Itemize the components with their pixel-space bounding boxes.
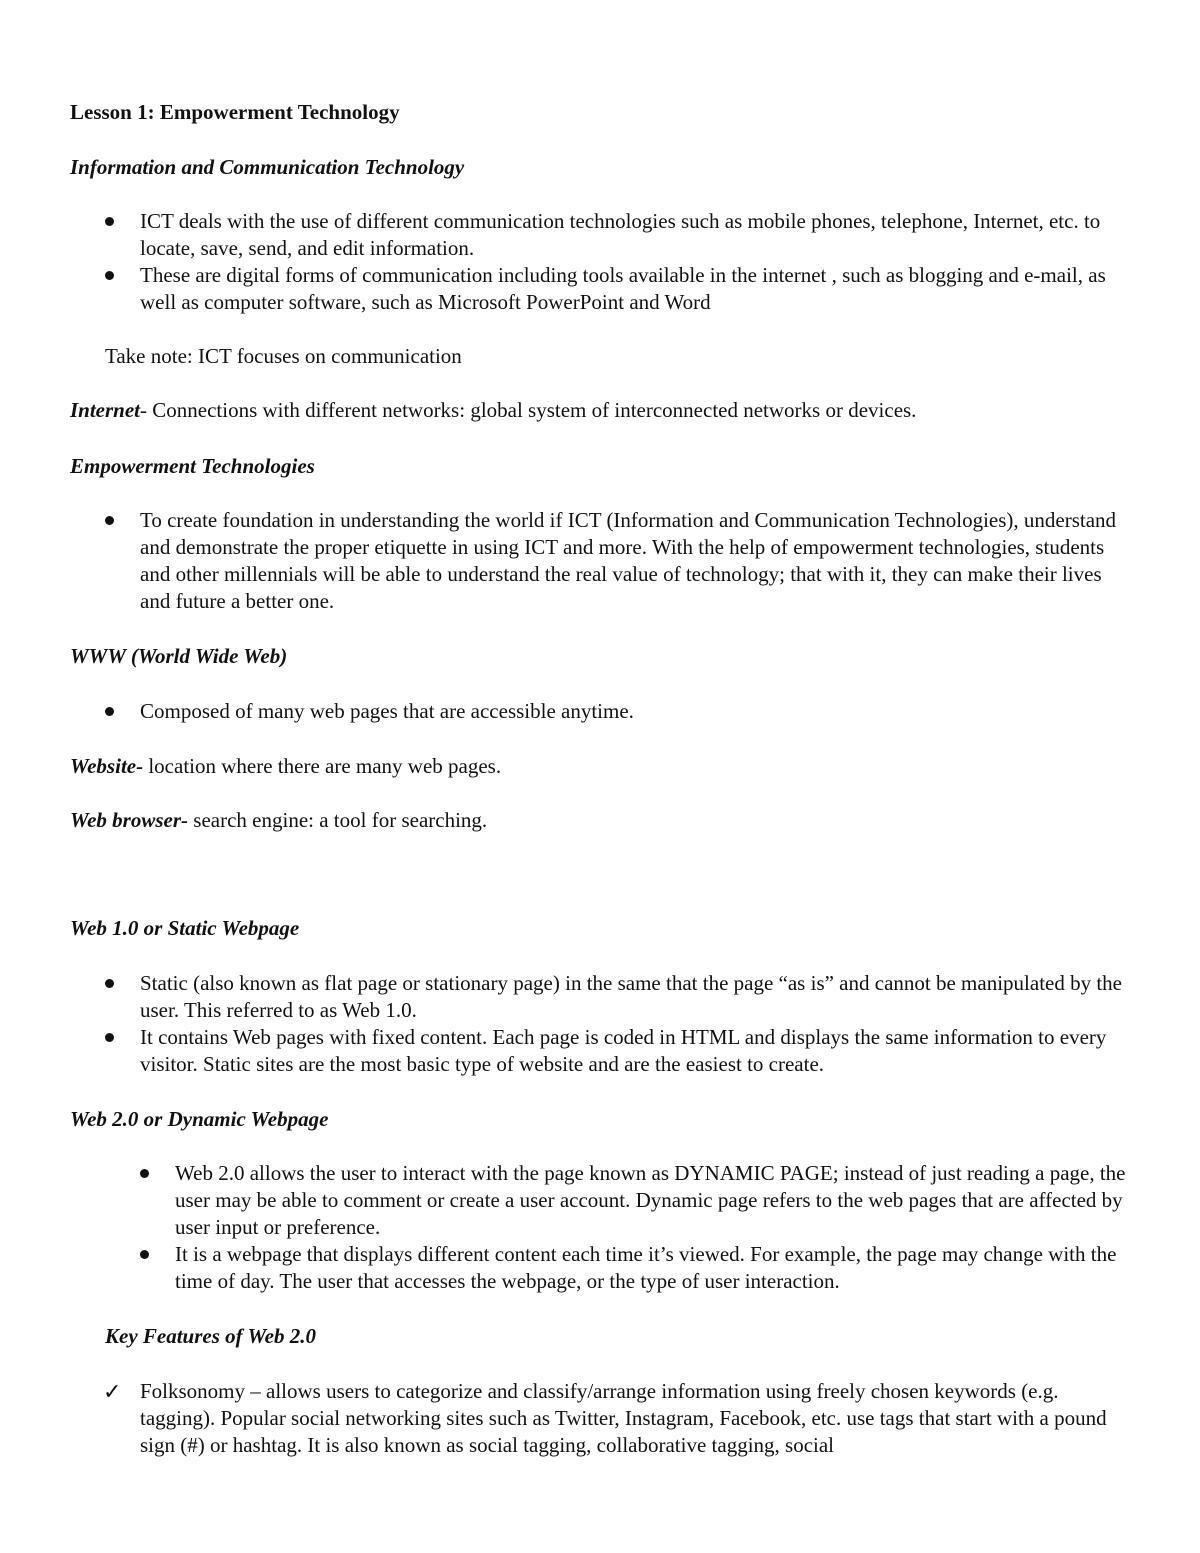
bullet-icon: [105, 516, 114, 525]
term-label: Web browser-: [70, 808, 189, 832]
term-definition: location where there are many web pages.: [143, 754, 502, 778]
key-features-heading: Key Features of Web 2.0: [105, 1324, 316, 1348]
bullet-icon: [105, 1033, 114, 1042]
bullet-icon: [105, 979, 114, 988]
bullet-icon: [105, 217, 114, 226]
term-label: Website-: [70, 754, 144, 778]
list-item-text: Composed of many web pages that are accessible anytime.: [140, 699, 634, 723]
www-heading: WWW (World Wide Web): [70, 644, 288, 668]
list-item-text: To create foundation in understanding the world if ICT (Information and Communication Technologies), understand and demonstrate the proper etiquette in using ICT and more. With the help of empowerment technologies, students and other millennials will be able to understand the real value of technology; that with it, they can make their lives and future a better one.: [140, 508, 1117, 613]
list-item-text: Static (also known as flat page or stationary page) in the same that the page “as is” and cannot be manipulated by the user. This referred to as Web 1.0.: [140, 971, 1123, 1022]
web2-heading: Web 2.0 or Dynamic Webpage: [70, 1107, 329, 1131]
ict-heading: Information and Communication Technology: [70, 155, 465, 179]
list-item-text: ICT deals with the use of different communication technologies such as mobile phones, telephone, Internet, etc. to locate, save, send, and edit information.: [140, 209, 1101, 260]
term-definition: search engine: a tool for searching.: [188, 808, 488, 832]
empowerment-heading: Empowerment Technologies: [70, 454, 315, 478]
web-browser-definition: [70, 807, 1150, 834]
bullet-icon: [140, 1250, 149, 1259]
list-item-text: It is a webpage that displays different content each time it’s viewed. For example, the page may change with the time of day. The user that accesses the webpage, or the type of user interaction.: [175, 1242, 1117, 1293]
list-item-text: Web 2.0 allows the user to interact with the page known as DYNAMIC PAGE; instead of just reading a page, the user may be able to comment or create a user account. Dynamic page refers to the web pages that are affected by user input or preference.: [175, 1161, 1126, 1239]
bullet-icon: [105, 707, 114, 716]
web1-heading: Web 1.0 or Static Webpage: [70, 916, 300, 940]
checkmark-icon: ✓: [103, 1379, 122, 1404]
bullet-icon: [140, 1169, 149, 1178]
bullet-icon: [105, 271, 114, 280]
internet-definition: [70, 397, 1150, 424]
list-item-text: These are digital forms of communication including tools available in the internet , such as blogging and e-mail, as well as computer software, such as Microsoft PowerPoint and Word: [140, 263, 1106, 314]
website-definition: [70, 753, 1150, 780]
term-definition: - Connections with different networks: global system of interconnected networks or devices.: [140, 398, 917, 422]
term-label: Internet: [70, 398, 141, 422]
checklist-item-text: Folksonomy – allows users to categorize and classify/arrange information using freely chosen keywords (e.g. tagging). Popular social networking sites such as Twitter, Instagram, Facebook, etc. use tags that start with a pound sign (#) or hashtag. It is also known as social tagging, collaborative tagging, social: [140, 1379, 1107, 1457]
list-item-text: It contains Web pages with fixed content. Each page is coded in HTML and displays the same information to every visitor. Static sites are the most basic type of website and are the easiest to create.: [140, 1025, 1107, 1076]
take-note: Take note: ICT focuses on communication: [105, 344, 462, 368]
lesson-title: Lesson 1: Empowerment Technology: [70, 100, 400, 124]
